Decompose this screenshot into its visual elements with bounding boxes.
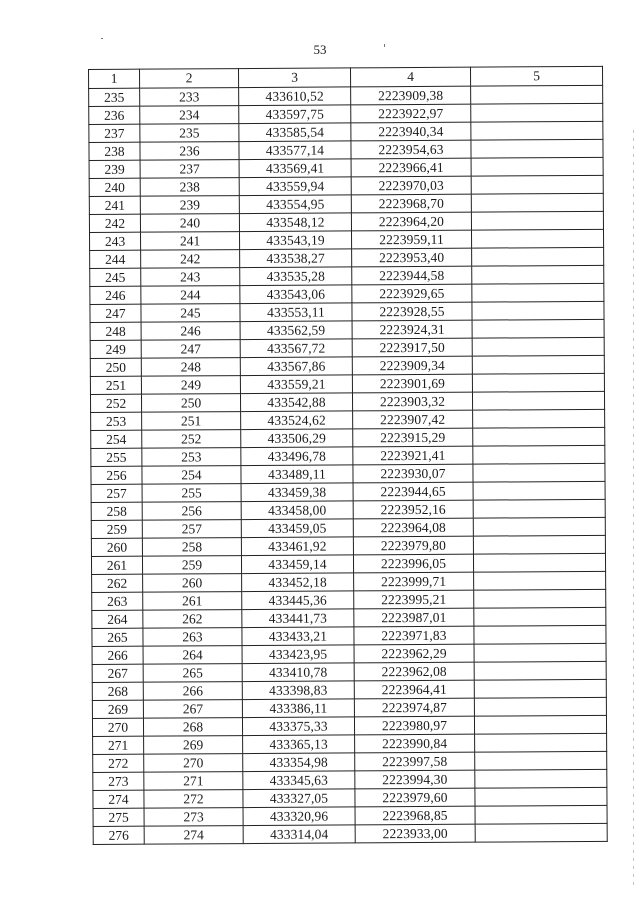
point-number-cell: 261 bbox=[143, 592, 242, 611]
x-coordinate-cell: 433543,19 bbox=[239, 231, 351, 250]
point-number-cell: 240 bbox=[140, 214, 239, 233]
y-coordinate-cell: 2223901,69 bbox=[352, 374, 472, 393]
y-coordinate-cell: 2223903,32 bbox=[352, 392, 472, 411]
point-number-cell: 273 bbox=[144, 808, 243, 827]
point-number-cell: 257 bbox=[142, 520, 241, 539]
note-cell bbox=[472, 355, 604, 374]
point-number-cell: 259 bbox=[142, 556, 241, 575]
x-coordinate-cell: 433489,11 bbox=[241, 465, 353, 484]
x-coordinate-cell: 433459,14 bbox=[241, 555, 353, 574]
point-number-cell: 235 bbox=[140, 124, 239, 143]
x-coordinate-cell: 433554,95 bbox=[239, 195, 351, 214]
note-cell bbox=[475, 787, 607, 806]
row-number-cell: 256 bbox=[91, 466, 142, 484]
row-number-cell: 275 bbox=[93, 808, 144, 826]
note-cell bbox=[473, 427, 605, 446]
note-cell bbox=[475, 751, 607, 770]
point-number-cell: 260 bbox=[143, 574, 242, 593]
note-cell bbox=[475, 769, 607, 788]
x-coordinate-cell: 433597,75 bbox=[239, 105, 351, 124]
x-coordinate-cell: 433543,06 bbox=[240, 285, 352, 304]
point-number-cell: 247 bbox=[141, 340, 240, 359]
note-cell bbox=[474, 643, 606, 662]
x-coordinate-cell: 433548,12 bbox=[239, 213, 351, 232]
row-number-cell: 238 bbox=[89, 142, 140, 160]
note-cell bbox=[471, 139, 603, 158]
y-coordinate-cell: 2223924,31 bbox=[352, 320, 472, 339]
y-coordinate-cell: 2223944,58 bbox=[352, 266, 472, 285]
row-number-cell: 261 bbox=[91, 556, 142, 574]
point-number-cell: 245 bbox=[141, 304, 240, 323]
row-number-cell: 253 bbox=[91, 412, 142, 430]
note-cell bbox=[471, 157, 603, 176]
y-coordinate-cell: 2223953,40 bbox=[352, 248, 472, 267]
note-cell bbox=[472, 319, 604, 338]
point-number-cell: 258 bbox=[142, 538, 241, 557]
note-cell bbox=[471, 211, 603, 230]
row-number-cell: 264 bbox=[92, 610, 143, 628]
x-coordinate-cell: 433433,21 bbox=[242, 627, 354, 646]
point-number-cell: 255 bbox=[142, 484, 241, 503]
coordinates-table bbox=[88, 66, 608, 845]
note-cell bbox=[474, 589, 606, 608]
coordinates-table-container bbox=[88, 66, 607, 845]
y-coordinate-cell: 2223979,80 bbox=[353, 536, 473, 555]
x-coordinate-cell: 433506,29 bbox=[241, 429, 353, 448]
point-number-cell: 274 bbox=[144, 826, 243, 845]
y-coordinate-cell: 2223952,16 bbox=[353, 500, 473, 519]
x-coordinate-cell: 433327,05 bbox=[243, 789, 355, 808]
x-coordinate-cell: 433423,95 bbox=[242, 645, 354, 664]
note-cell bbox=[474, 625, 606, 644]
row-number-cell: 265 bbox=[92, 628, 143, 646]
note-cell bbox=[472, 337, 604, 356]
row-number-cell: 267 bbox=[92, 664, 143, 682]
row-number-cell: 247 bbox=[90, 304, 141, 322]
point-number-cell: 246 bbox=[141, 322, 240, 341]
note-cell bbox=[471, 229, 603, 248]
row-number-cell: 266 bbox=[92, 646, 143, 664]
row-number-cell: 260 bbox=[91, 538, 142, 556]
x-coordinate-cell: 433569,41 bbox=[239, 159, 351, 178]
x-coordinate-cell: 433559,94 bbox=[239, 177, 351, 196]
x-coordinate-cell: 433610,52 bbox=[239, 87, 351, 106]
row-number-cell: 269 bbox=[92, 700, 143, 718]
column-header: 3 bbox=[239, 68, 351, 88]
y-coordinate-cell: 2223909,38 bbox=[351, 86, 471, 105]
y-coordinate-cell: 2223962,08 bbox=[354, 662, 474, 681]
note-cell bbox=[471, 193, 603, 212]
row-number-cell: 257 bbox=[91, 484, 142, 502]
note-cell bbox=[474, 607, 606, 626]
note-cell bbox=[474, 661, 606, 680]
y-coordinate-cell: 2223907,42 bbox=[353, 410, 473, 429]
row-number-cell: 258 bbox=[91, 502, 142, 520]
row-number-cell: 272 bbox=[93, 754, 144, 772]
point-number-cell: 242 bbox=[141, 250, 240, 269]
x-coordinate-cell: 433538,27 bbox=[240, 249, 352, 268]
x-coordinate-cell: 433496,78 bbox=[241, 447, 353, 466]
x-coordinate-cell: 433567,86 bbox=[240, 357, 352, 376]
y-coordinate-cell: 2223994,30 bbox=[355, 770, 475, 789]
point-number-cell: 250 bbox=[141, 394, 240, 413]
table-row bbox=[93, 823, 607, 844]
point-number-cell: 251 bbox=[142, 412, 241, 431]
y-coordinate-cell: 2223964,41 bbox=[354, 680, 474, 699]
point-number-cell: 264 bbox=[143, 646, 242, 665]
y-coordinate-cell: 2223928,55 bbox=[352, 302, 472, 321]
note-cell bbox=[473, 553, 605, 572]
x-coordinate-cell: 433458,00 bbox=[241, 501, 353, 520]
row-number-cell: 263 bbox=[92, 592, 143, 610]
note-cell bbox=[471, 175, 603, 194]
note-cell bbox=[472, 391, 604, 410]
y-coordinate-cell: 2223970,03 bbox=[351, 176, 471, 195]
note-cell bbox=[472, 373, 604, 392]
note-cell bbox=[471, 121, 603, 140]
x-coordinate-cell: 433445,36 bbox=[242, 591, 354, 610]
x-coordinate-cell: 433535,28 bbox=[240, 267, 352, 286]
x-coordinate-cell: 433375,33 bbox=[242, 717, 354, 736]
note-cell bbox=[473, 535, 605, 554]
x-coordinate-cell: 433562,59 bbox=[240, 321, 352, 340]
point-number-cell: 266 bbox=[143, 682, 242, 701]
row-number-cell: 255 bbox=[91, 448, 142, 466]
x-coordinate-cell: 433553,11 bbox=[240, 303, 352, 322]
x-coordinate-cell: 433452,18 bbox=[242, 573, 354, 592]
y-coordinate-cell: 2223930,07 bbox=[353, 464, 473, 483]
y-coordinate-cell: 2223962,29 bbox=[354, 644, 474, 663]
row-number-cell: 242 bbox=[89, 214, 140, 232]
row-number-cell: 245 bbox=[90, 268, 141, 286]
note-cell bbox=[471, 85, 603, 104]
y-coordinate-cell: 2223990,84 bbox=[355, 734, 475, 753]
y-coordinate-cell: 2223974,87 bbox=[354, 698, 474, 717]
row-number-cell: 274 bbox=[93, 790, 144, 808]
point-number-cell: 256 bbox=[142, 502, 241, 521]
y-coordinate-cell: 2223997,58 bbox=[355, 752, 475, 771]
row-number-cell: 276 bbox=[93, 826, 144, 844]
point-number-cell: 233 bbox=[140, 88, 239, 107]
point-number-cell: 254 bbox=[142, 466, 241, 485]
note-cell bbox=[473, 445, 605, 464]
y-coordinate-cell: 2223917,50 bbox=[352, 338, 472, 357]
y-coordinate-cell: 2223964,08 bbox=[353, 518, 473, 537]
point-number-cell: 263 bbox=[143, 628, 242, 647]
note-cell bbox=[474, 679, 606, 698]
note-cell bbox=[471, 103, 603, 122]
note-cell bbox=[473, 409, 605, 428]
point-number-cell: 244 bbox=[141, 286, 240, 305]
y-coordinate-cell: 2223933,00 bbox=[355, 824, 475, 843]
point-number-cell: 234 bbox=[140, 106, 239, 125]
point-number-cell: 265 bbox=[143, 664, 242, 683]
column-header: 4 bbox=[350, 67, 470, 87]
point-number-cell: 267 bbox=[143, 700, 242, 719]
note-cell bbox=[475, 823, 607, 842]
x-coordinate-cell: 433345,63 bbox=[243, 771, 355, 790]
row-number-cell: 244 bbox=[90, 250, 141, 268]
y-coordinate-cell: 2223959,11 bbox=[351, 230, 471, 249]
note-cell bbox=[474, 715, 606, 734]
x-coordinate-cell: 433365,13 bbox=[243, 735, 355, 754]
y-coordinate-cell: 2223915,29 bbox=[353, 428, 473, 447]
point-number-cell: 241 bbox=[140, 232, 239, 251]
y-coordinate-cell: 2223922,97 bbox=[351, 104, 471, 123]
note-cell bbox=[472, 301, 604, 320]
y-coordinate-cell: 2223987,01 bbox=[354, 608, 474, 627]
point-number-cell: 272 bbox=[144, 790, 243, 809]
x-coordinate-cell: 433441,73 bbox=[242, 609, 354, 628]
note-cell bbox=[472, 247, 604, 266]
row-number-cell: 252 bbox=[90, 394, 141, 412]
x-coordinate-cell: 433398,83 bbox=[242, 681, 354, 700]
y-coordinate-cell: 2223909,34 bbox=[352, 356, 472, 375]
x-coordinate-cell: 433459,38 bbox=[241, 483, 353, 502]
x-coordinate-cell: 433559,21 bbox=[240, 375, 352, 394]
point-number-cell: 248 bbox=[141, 358, 240, 377]
note-cell bbox=[475, 733, 607, 752]
row-number-cell: 268 bbox=[92, 682, 143, 700]
scan-edge-artifact bbox=[633, 130, 634, 890]
note-cell bbox=[473, 499, 605, 518]
table-body bbox=[89, 85, 608, 844]
point-number-cell: 270 bbox=[144, 754, 243, 773]
x-coordinate-cell: 433585,54 bbox=[239, 123, 351, 142]
y-coordinate-cell: 2223954,63 bbox=[351, 140, 471, 159]
row-number-cell: 239 bbox=[89, 160, 140, 178]
row-number-cell: 273 bbox=[93, 772, 144, 790]
point-number-cell: 252 bbox=[142, 430, 241, 449]
y-coordinate-cell: 2223921,41 bbox=[353, 446, 473, 465]
row-number-cell: 249 bbox=[90, 340, 141, 358]
y-coordinate-cell: 2223968,70 bbox=[351, 194, 471, 213]
y-coordinate-cell: 2223999,71 bbox=[354, 572, 474, 591]
note-cell bbox=[474, 571, 606, 590]
y-coordinate-cell: 2223929,65 bbox=[352, 284, 472, 303]
column-header: 5 bbox=[470, 66, 602, 86]
point-number-cell: 253 bbox=[142, 448, 241, 467]
point-number-cell: 238 bbox=[140, 178, 239, 197]
point-number-cell: 237 bbox=[140, 160, 239, 179]
point-number-cell: 243 bbox=[141, 268, 240, 287]
y-coordinate-cell: 2223968,85 bbox=[355, 806, 475, 825]
row-number-cell: 270 bbox=[92, 718, 143, 736]
x-coordinate-cell: 433577,14 bbox=[239, 141, 351, 160]
point-number-cell: 262 bbox=[143, 610, 242, 629]
y-coordinate-cell: 2223995,21 bbox=[354, 590, 474, 609]
x-coordinate-cell: 433410,78 bbox=[242, 663, 354, 682]
x-coordinate-cell: 433524,62 bbox=[241, 411, 353, 430]
x-coordinate-cell: 433567,72 bbox=[240, 339, 352, 358]
y-coordinate-cell: 2223996,05 bbox=[353, 554, 473, 573]
point-number-cell: 249 bbox=[141, 376, 240, 395]
y-coordinate-cell: 2223980,97 bbox=[354, 716, 474, 735]
row-number-cell: 254 bbox=[91, 430, 142, 448]
x-coordinate-cell: 433459,05 bbox=[241, 519, 353, 538]
note-cell bbox=[472, 265, 604, 284]
row-number-cell: 271 bbox=[93, 736, 144, 754]
x-coordinate-cell: 433461,92 bbox=[241, 537, 353, 556]
column-header: 2 bbox=[140, 69, 239, 89]
x-coordinate-cell: 433542,88 bbox=[240, 393, 352, 412]
row-number-cell: 240 bbox=[89, 178, 140, 196]
row-number-cell: 251 bbox=[90, 376, 141, 394]
y-coordinate-cell: 2223971,83 bbox=[354, 626, 474, 645]
note-cell bbox=[473, 481, 605, 500]
row-number-cell: 243 bbox=[89, 232, 140, 250]
y-coordinate-cell: 2223979,60 bbox=[355, 788, 475, 807]
row-number-cell: 237 bbox=[89, 124, 140, 142]
y-coordinate-cell: 2223944,65 bbox=[353, 482, 473, 501]
row-number-cell: 236 bbox=[89, 106, 140, 124]
row-number-cell: 248 bbox=[90, 322, 141, 340]
note-cell bbox=[473, 463, 605, 482]
point-number-cell: 268 bbox=[143, 718, 242, 737]
x-coordinate-cell: 433320,96 bbox=[243, 807, 355, 826]
row-number-cell: 246 bbox=[90, 286, 141, 304]
point-number-cell: 269 bbox=[144, 736, 243, 755]
y-coordinate-cell: 2223964,20 bbox=[351, 212, 471, 231]
scan-speck bbox=[101, 38, 103, 39]
row-number-cell: 259 bbox=[91, 520, 142, 538]
point-number-cell: 236 bbox=[140, 142, 239, 161]
x-coordinate-cell: 433386,11 bbox=[242, 699, 354, 718]
y-coordinate-cell: 2223940,34 bbox=[351, 122, 471, 141]
note-cell bbox=[473, 517, 605, 536]
x-coordinate-cell: 433314,04 bbox=[243, 825, 355, 844]
column-header: 1 bbox=[89, 69, 140, 88]
point-number-cell: 239 bbox=[140, 196, 239, 215]
row-number-cell: 235 bbox=[89, 88, 140, 106]
page-number: 53 bbox=[313, 42, 327, 57]
row-number-cell: 241 bbox=[89, 196, 140, 214]
point-number-cell: 271 bbox=[144, 772, 243, 791]
note-cell bbox=[472, 283, 604, 302]
row-number-cell: 262 bbox=[92, 574, 143, 592]
y-coordinate-cell: 2223966,41 bbox=[351, 158, 471, 177]
note-cell bbox=[475, 805, 607, 824]
note-cell bbox=[474, 697, 606, 716]
row-number-cell: 250 bbox=[90, 358, 141, 376]
x-coordinate-cell: 433354,98 bbox=[243, 753, 355, 772]
